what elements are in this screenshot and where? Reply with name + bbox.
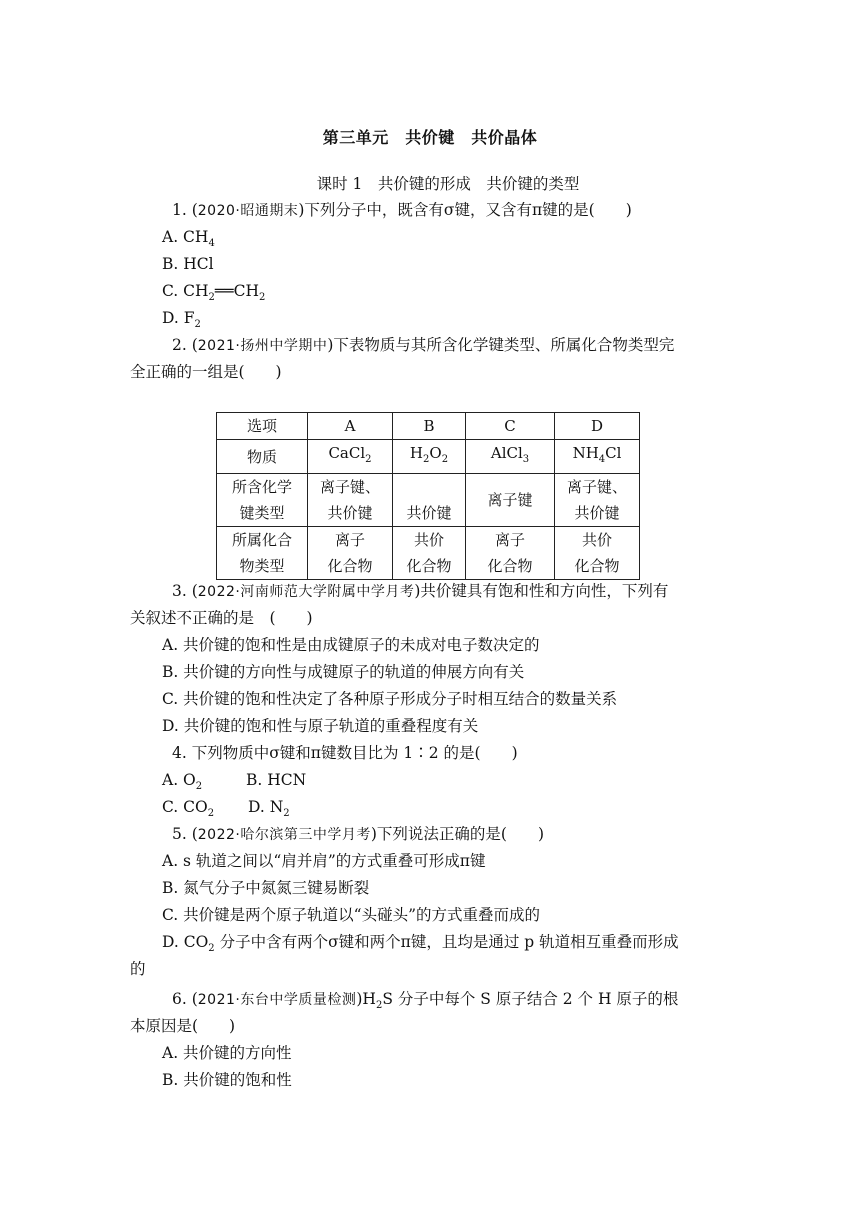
table-cell: 离子 化合物 [308, 527, 393, 580]
question-5-stem: 5. (2022·哈尔滨第三中学月考)下列说法正确的是( ) [172, 825, 545, 843]
table-cell: D [555, 413, 640, 440]
q1-option-a: A. $CH_4$ [162, 228, 215, 250]
question-3-stem: 3. (2022·河南师范大学附属中学月考)共价键具有饱和性和方向性，下列有 [172, 582, 669, 600]
table-cell: CaCl$_2$ [308, 440, 393, 474]
table-cell: 共价键 [393, 474, 466, 527]
q5-option-d: D. $CO_2$ 分子中含有两个σ键和两个π键，且均是通过 p 轨道相互重叠而形成 [162, 933, 679, 955]
question-2-stem-line2: 全正确的一组是( ) [130, 363, 282, 381]
q1-option-c: C. $CH_2══CH_2$ [162, 282, 266, 304]
table-cell: 物质 [217, 440, 308, 474]
table-cell: $NH_4Cl$ [555, 440, 640, 474]
table-cell: 所含化学 键类型 [217, 474, 308, 527]
question-source: 2021·东台中学质量检测 [197, 992, 357, 1008]
q6-option-a: A. 共价键的方向性 [162, 1044, 292, 1062]
q4-option-a: A. $O_2$ [162, 771, 203, 793]
q5-option-c: C. 共价键是两个原子轨道以“头碰头”的方式重叠而成的 [162, 906, 541, 924]
table-cell: 离子键 [466, 474, 555, 527]
table-cell: 离子键、 共价键 [555, 474, 640, 527]
q5-option-a: A. s 轨道之间以“肩并肩”的方式重叠可形成π键 [162, 852, 486, 870]
q1-option-b: B. HCl [162, 255, 214, 273]
question-1-stem: 1. (2020·昭通期末)下列分子中，既含有σ键，又含有π键的是( ) [172, 201, 632, 219]
q3-option-d: D. 共价键的饱和性与原子轨道的重叠程度有关 [162, 717, 479, 735]
table-row [217, 527, 640, 580]
table-cell: 离子 化合物 [466, 527, 555, 580]
question-3-stem-line2: 关叙述不正确的是 ( ) [130, 609, 313, 627]
q1-option-d: D. $F_2$ [162, 309, 201, 331]
question-source: 2022·哈尔滨第三中学月考 [197, 827, 371, 843]
question-6-stem: 6. (2021·东台中学质量检测)$H_2S$ 分子中每个 S 原子结合 2 个 H 原子的根 [172, 990, 679, 1012]
table-cell: 共价 化合物 [393, 527, 466, 580]
table-row [217, 440, 640, 474]
question-2-table [216, 412, 640, 580]
table-cell: A [308, 413, 393, 440]
table-row [217, 413, 640, 440]
q4-option-c: C. $CO_2$ [162, 798, 215, 820]
table-cell: B [393, 413, 466, 440]
table-cell: AlCl$_3$ [466, 440, 555, 474]
table-row [217, 474, 640, 527]
table-cell: 离子键、 共价键 [308, 474, 393, 527]
q4-option-d: D. $N_2$ [248, 798, 290, 820]
question-4-stem: 4. 下列物质中σ键和π键数目比为 1∶2 的是( ) [172, 744, 518, 762]
q4-option-b: B. HCN [246, 771, 307, 789]
table-cell: 共价 化合物 [555, 527, 640, 580]
question-2-stem: 2. (2021·扬州中学期中)下表物质与其所含化学键类型、所属化合物类型完 [172, 336, 675, 354]
q5-option-b: B. 氮气分子中氮氮三键易断裂 [162, 879, 370, 897]
question-6-stem-line2: 本原因是( ) [130, 1017, 236, 1035]
question-source: 2020·昭通期末 [197, 203, 299, 219]
table-cell: $H_2O_2$ [393, 440, 466, 474]
lesson-title: 课时 1 共价键的形成 共价键的类型 [316, 175, 580, 193]
question-source: 2021·扬州中学期中 [197, 338, 328, 354]
q6-option-b: B. 共价键的饱和性 [162, 1071, 292, 1089]
table-cell: 选项 [217, 413, 308, 440]
table-cell: 所属化合 物类型 [217, 527, 308, 580]
q5-option-d-line2: 的 [130, 960, 146, 978]
q3-option-a: A. 共价键的饱和性是由成键原子的未成对电子数决定的 [162, 636, 540, 654]
question-source: 2022·河南师范大学附属中学月考 [197, 584, 415, 600]
q3-option-c: C. 共价键的饱和性决定了各种原子形成分子时相互结合的数量关系 [162, 690, 618, 708]
q3-option-b: B. 共价键的方向性与成键原子的轨道的伸展方向有关 [162, 663, 525, 681]
table-cell: C [466, 413, 555, 440]
unit-title: 第三单元 共价键 共价晶体 [322, 128, 538, 147]
